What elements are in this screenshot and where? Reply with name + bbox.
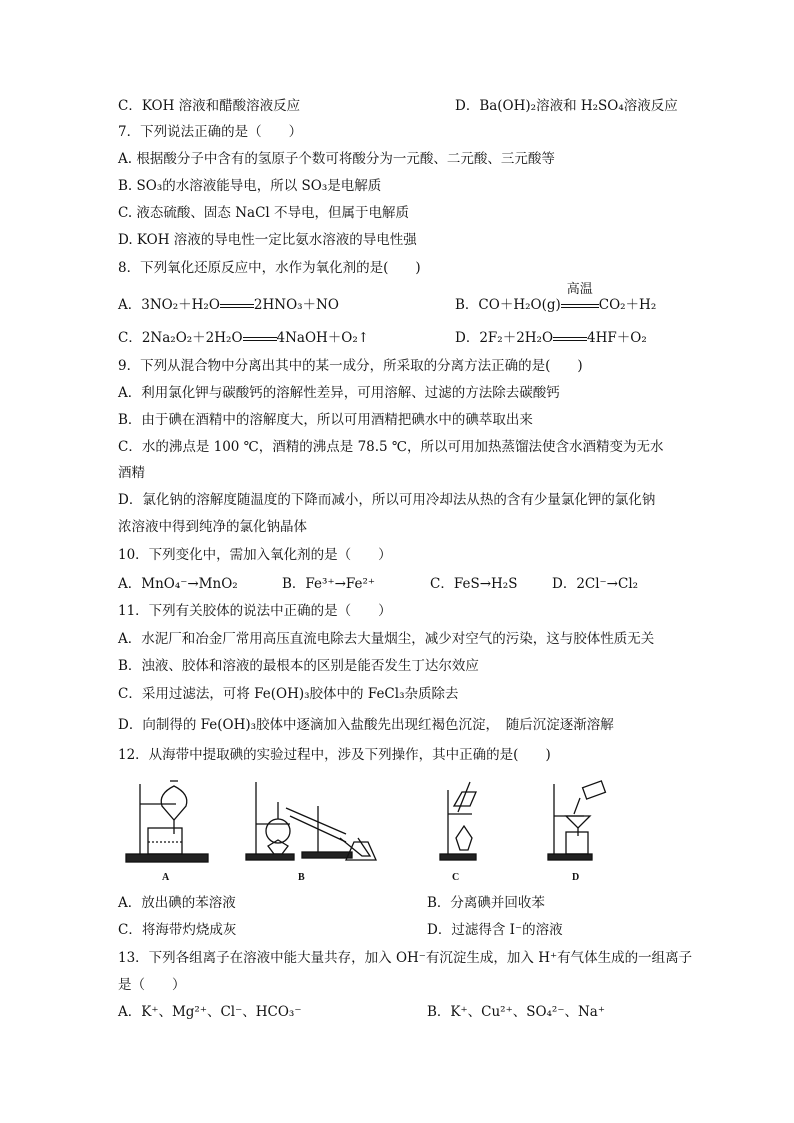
q8-c-left: C．2Na₂O₂＋2H₂O [118, 330, 243, 346]
q11-option-a: A．水泥厂和冶金厂常用高压直流电除去大量烟尘，减少对空气的污染，这与胶体性质无关 [118, 631, 655, 647]
apparatus-c [440, 782, 476, 860]
q10-option-b: B．Fe³⁺→Fe²⁺ [282, 576, 376, 592]
apparatus-a [126, 781, 208, 862]
q9-option-a: A．利用氯化钾与碳酸钙的溶解性差异，可用溶解、过滤的方法除去碳酸钙 [118, 385, 560, 401]
q9-option-c-line2: 酒精 [118, 465, 145, 481]
q8-c-right: 4NaOH＋O₂↑ [276, 330, 370, 346]
q7-option-a: A. 根据酸分子中含有的氢原子个数可将酸分为一元酸、二元酸、三元酸等 [118, 151, 555, 167]
q13-stem-line2: 是（ ） [118, 977, 186, 993]
q12-option-b: B．分离碘并回收苯 [427, 895, 545, 911]
q9-option-d-line2: 浓溶液中得到纯净的氯化钠晶体 [118, 519, 307, 535]
equals-arrow [220, 304, 254, 308]
q9-option-d-line1: D．氯化钠的溶解度随温度的下降而减小，所以可用冷却法从热的含有少量氯化钾的氯化钠 [118, 492, 656, 508]
q8-option-b [455, 282, 657, 314]
q10-option-c: C．FeS→H₂S [430, 576, 518, 592]
apparatus-b [246, 782, 376, 860]
q11-option-d: D．向制得的 Fe(OH)₃胶体中逐滴加入盐酸先出现红褐色沉淀， 随后沉淀逐渐溶解 [118, 717, 614, 733]
q10-option-d: D．2Cl⁻→Cl₂ [552, 576, 639, 592]
q12-option-d: D．过滤得含 I⁻的溶液 [427, 922, 563, 938]
apparatus-d [548, 781, 605, 860]
q7-stem: 7．下列说法正确的是（ ） [118, 124, 303, 140]
q12-stem: 12．从海带中提取碘的实验过程中，涉及下列操作，其中正确的是( ) [118, 747, 551, 763]
q12-option-c: C．将海带灼烧成灰 [118, 922, 237, 938]
q8-b-left: B．CO＋H₂O(g) [455, 297, 561, 313]
q6-option-d: D．Ba(OH)₂溶液和 H₂SO₄溶液反应 [455, 98, 678, 114]
q6-option-c: C．KOH 溶液和醋酸溶液反应 [118, 98, 301, 114]
apparatus-label-d: D [572, 872, 580, 883]
q8-b-right: CO₂＋H₂ [598, 297, 657, 313]
q8-option-c [118, 329, 369, 347]
q8-b-condition: 高温 [566, 282, 593, 297]
q8-option-a [118, 296, 339, 314]
q9-option-b: B．由于碘在酒精中的溶解度大，所以可用酒精把碘水中的碘萃取出来 [118, 412, 533, 428]
q11-option-b: B．浊液、胶体和溶液的最根本的区别是能否发生丁达尔效应 [118, 658, 479, 674]
q10-option-a: A．MnO₄⁻→MnO₂ [118, 576, 238, 592]
q11-option-c: C．采用过滤法，可将 Fe(OH)₃胶体中的 FeCl₃杂质除去 [118, 686, 459, 702]
q13-option-b: B．K⁺、Cu²⁺、SO₄²⁻、Na⁺ [427, 1004, 605, 1020]
q11-stem: 11．下列有关胶体的说法中正确的是（ ） [118, 603, 392, 619]
q13-stem-line1: 13．下列各组离子在溶液中能大量共存，加入 OH⁻有沉淀生成，加入 H⁺有气体生成的一组离子 [118, 950, 693, 966]
q7-option-c: C. 液态硫酸、固态 NaCl 不导电，但属于电解质 [118, 205, 410, 221]
q12-option-a: A．放出碘的苯溶液 [118, 895, 236, 911]
q8-option-d [455, 329, 647, 347]
q8-a-left: A．3NO₂＋H₂O [118, 297, 220, 313]
apparatus-label-a: A [162, 872, 170, 883]
lab-apparatus-figure [118, 776, 618, 886]
apparatus-label-b: B [298, 872, 305, 883]
reaction-condition [561, 282, 599, 314]
q8-stem: 8．下列氧化还原反应中，水作为氧化剂的是( ) [118, 260, 421, 276]
equals-arrow [561, 304, 599, 308]
equals-arrow [553, 337, 587, 341]
q9-stem: 9．下列从混合物中分离出其中的某一成分，所采取的分离方法正确的是( ) [118, 358, 583, 374]
q13-option-a: A．K⁺、Mg²⁺、Cl⁻、HCO₃⁻ [118, 1004, 302, 1020]
apparatus-label-c: C [452, 872, 460, 883]
equals-arrow [243, 337, 277, 341]
q8-a-right: 2HNO₃＋NO [253, 297, 339, 313]
q7-option-b: B. SO₃的水溶液能导电，所以 SO₃是电解质 [118, 178, 382, 194]
q8-d-left: D．2F₂＋2H₂O [455, 330, 554, 346]
q10-stem: 10．下列变化中，需加入氧化剂的是（ ） [118, 547, 392, 563]
q9-option-c-line1: C．水的沸点是 100 ℃，酒精的沸点是 78.5 ℃，所以可用加热蒸馏法使含水酒精变为无水 [118, 439, 664, 455]
q7-option-d: D. KOH 溶液的导电性一定比氨水溶液的导电性强 [118, 232, 417, 248]
q8-d-right: 4HF＋O₂ [587, 330, 647, 346]
